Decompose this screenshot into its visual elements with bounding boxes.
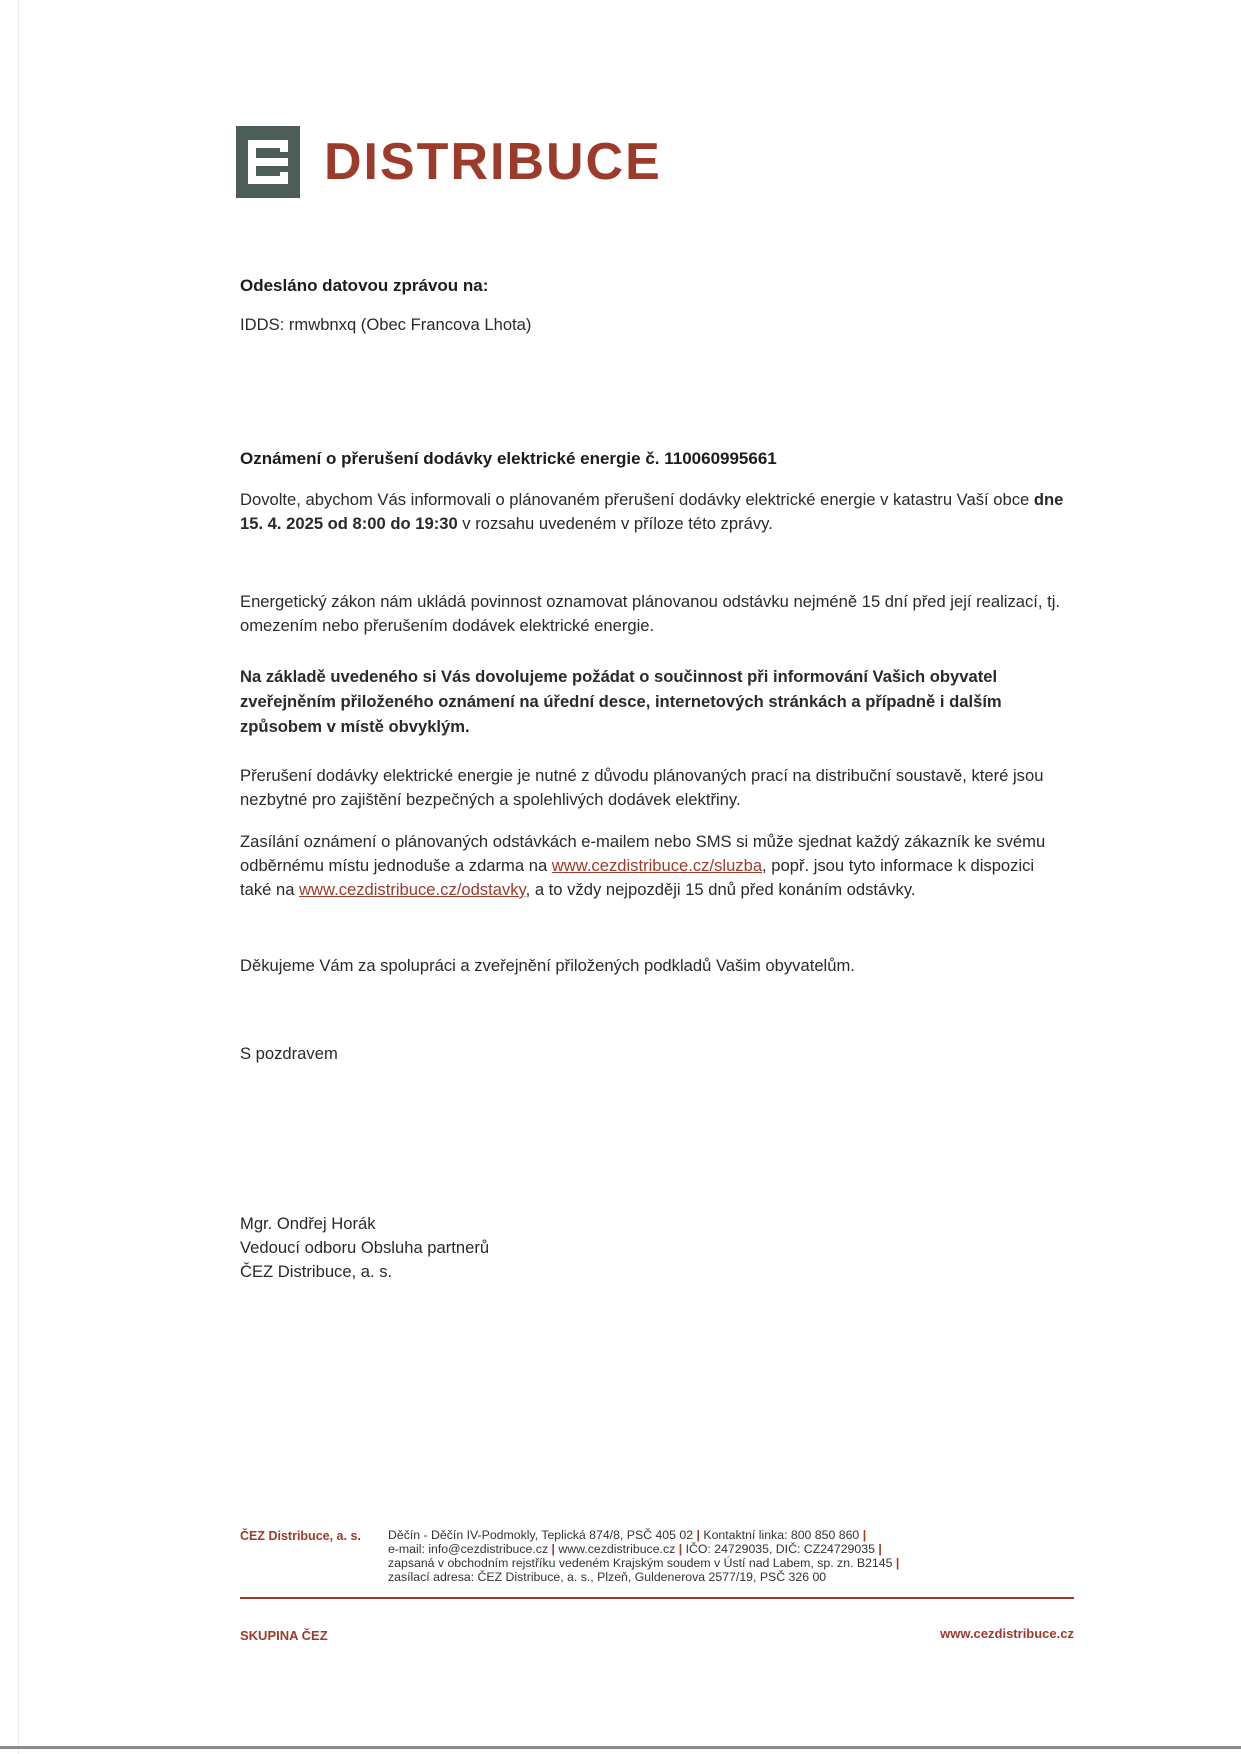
footer-web: www.cezdistribuce.cz (558, 1542, 676, 1556)
paragraph-thanks (240, 954, 1070, 978)
paragraph-announcement-text-b: v rozsahu uvedeném v příloze této zprávy. (457, 514, 773, 533)
footer-register: zapsaná v obchodním rejstříku vedeném Krajským soudem v Ústí nad Labem, sp. zn. B2145 (388, 1556, 893, 1570)
subject-line (240, 447, 1070, 471)
logo-wordmark: DISTRIBUCE (324, 133, 662, 191)
closing-text: S pozdravem (240, 1044, 338, 1063)
link-odstavky[interactable]: www.cezdistribuce.cz/odstavky (299, 880, 526, 899)
signature-name: Mgr. Ondřej Horák (240, 1214, 376, 1233)
recipient-block (240, 274, 1070, 337)
paragraph-legal (240, 590, 1070, 638)
footer-separator: | (678, 1542, 683, 1556)
signature-block (240, 1212, 1070, 1284)
paragraph-request (240, 664, 1070, 739)
paragraph-reason-text: Přerušení dodávky elektrické energie je nutné z důvodu plánovaných prací na distribuční soustavě, které jsou nezbytné pro zajištění bezpečných a spolehlivých dodávek elektřiny. (240, 766, 1044, 809)
footer-separator: | (551, 1542, 555, 1556)
scan-left-edge (18, 0, 19, 1754)
footer-line-mailing: zasílací adresa: ČEZ Distribuce, a. s., Plzeň, Guldenerova 2577/19, PSČ 326 00 (388, 1570, 827, 1584)
subject-title: Oznámení o přerušení dodávky elektrické energie č. 110060995661 (240, 449, 777, 468)
paragraph-reason (240, 764, 1070, 812)
outage-date: dne 15. 4. 2025 od 8:00 do 19:30 (240, 490, 1064, 533)
footer-separator: | (878, 1542, 882, 1556)
recipient-idds: IDDS: rmwbnxq (Obec Francova Lhota) (240, 315, 532, 334)
footer-line-register (388, 1556, 1088, 1570)
paragraph-announcement (240, 488, 1070, 536)
paragraph-request-text: Na základě uvedeného si Vás dovolujeme požádat o součinnost při informování Vašich obyvatel zveřejněním přiloženého oznámení na úřední desce, internetových stránkách a případně i dalším způsobem v místě obvyklým. (240, 667, 1002, 736)
footer-separator: | (862, 1528, 867, 1542)
company-logo (236, 126, 662, 198)
footer-email: e-mail: info@cezdistribuce.cz (388, 1542, 549, 1556)
signature-role: Vedoucí odboru Obsluha partnerů (240, 1238, 490, 1257)
footer-address: Děčín - Děčín IV-Podmokly, Teplická 874/8, PSČ 405 02 (388, 1528, 694, 1542)
paragraph-announcement-text-a: Dovolte, abychom Vás informovali o plánovaném přerušení dodávky elektrické energie v katastru Vaší obce (240, 490, 1034, 509)
paragraph-notifications-text-a: Zasílání oznámení o plánovaných odstávkách e-mailem nebo SMS si může sjednat každý zákazník ke svému odběrnému místu jednoduše a zdarma na (240, 832, 1046, 875)
footer-separator: | (895, 1556, 900, 1570)
paragraph-notifications-text-b: , popř. jsou tyto informace k dispozici také na (240, 856, 1035, 899)
footer-details (388, 1528, 1088, 1584)
footer-group-label: SKUPINA ČEZ (240, 1628, 328, 1643)
footer-line-address (388, 1528, 1088, 1542)
signature-company: ČEZ Distribuce, a. s. (240, 1262, 393, 1281)
scan-bottom-edge (0, 1746, 1241, 1749)
paragraph-thanks-text: Děkujeme Vám za spolupráci a zveřejnění přiložených podkladů Vašim obyvatelům. (240, 956, 855, 975)
footer-company-name: ČEZ Distribuce, a. s. (240, 1529, 361, 1543)
paragraph-notifications-text-c: , a to vždy nejpozději 15 dnů před konáním odstávky. (525, 880, 916, 899)
footer-line-contact (388, 1542, 1088, 1556)
footer-hotline: Kontaktní linka: 800 850 860 (703, 1528, 860, 1542)
footer-website: www.cezdistribuce.cz (940, 1626, 1074, 1641)
paragraph-legal-text: Energetický zákon nám ukládá povinnost oznamovat plánovanou odstávku nejméně 15 dní před její realizací, tj. omezením nebo přerušením dodávek elektrické energie. (240, 592, 1061, 635)
link-sluzba[interactable]: www.cezdistribuce.cz/sluzba (551, 856, 763, 875)
closing (240, 1042, 1070, 1066)
cez-logo-icon (236, 126, 300, 198)
footer-divider (240, 1597, 1074, 1599)
recipient-heading: Odesláno datovou zprávou na: (240, 276, 489, 295)
footer-separator: | (696, 1528, 700, 1542)
footer-ico-dic: IČO: 24729035, DIČ: CZ24729035 (685, 1542, 875, 1556)
paragraph-notifications (240, 830, 1070, 902)
